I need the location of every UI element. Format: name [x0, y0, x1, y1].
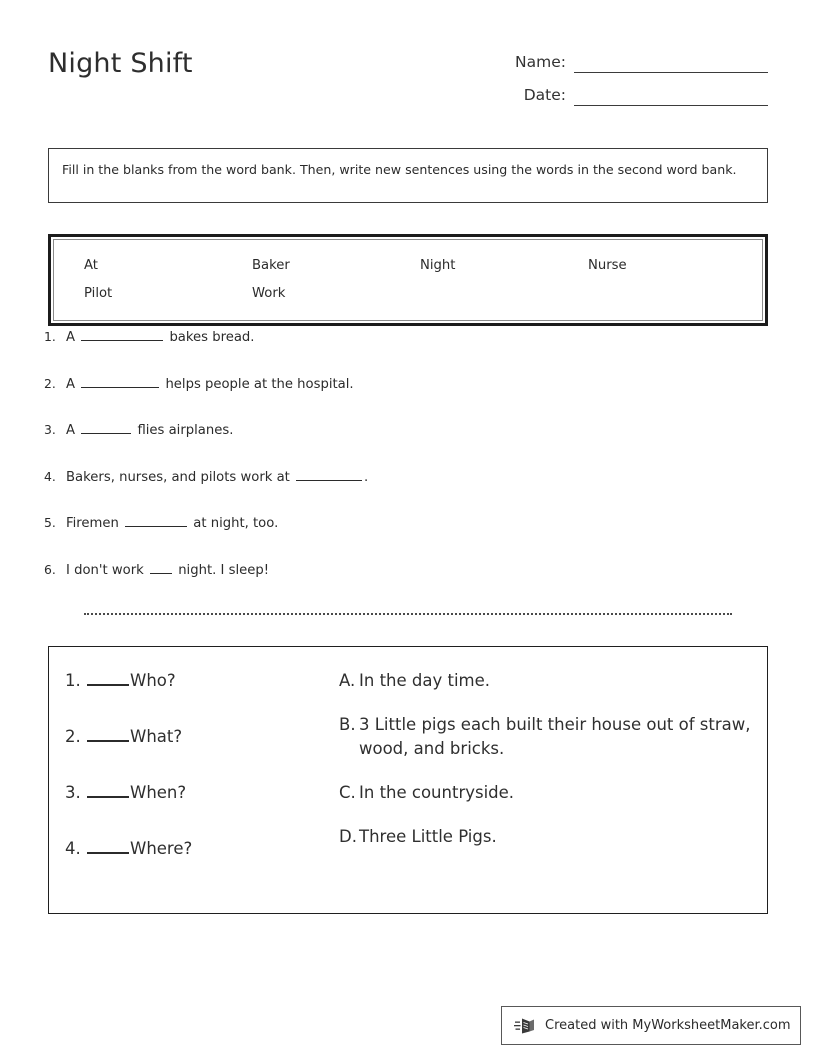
matching-answer-letter: D.: [339, 826, 357, 846]
matching-answer-text: In the countryside.: [359, 782, 515, 802]
question-text-after: night. I sleep!: [178, 562, 269, 578]
instructions-text: Fill in the blanks from the word bank. Then, write new sentences using the words in the second word bank.: [62, 162, 737, 177]
matching-answer: [339, 669, 751, 693]
matching-question-number: 3.: [65, 783, 81, 802]
question-body: [66, 561, 269, 578]
word-bank-word: Pilot: [84, 285, 113, 301]
matching-answer-text: 3 Little pigs each built their house out of straw, wood, and bricks.: [359, 714, 751, 758]
answer-blank[interactable]: [81, 328, 163, 341]
matching-question: [65, 781, 345, 837]
matching-question: [65, 669, 345, 725]
fill-in-question: [44, 561, 774, 608]
worksheet-maker-logo-icon: [514, 1014, 538, 1038]
question-body: [66, 328, 255, 345]
question-text-before: A: [66, 330, 76, 345]
question-body: [66, 468, 368, 485]
name-label: Name:: [515, 53, 566, 71]
footer-attribution-text: Created with MyWorksheetMaker.com: [545, 1018, 791, 1033]
dotted-separator: [84, 611, 732, 615]
matching-answer-letter: B.: [339, 714, 356, 734]
word-bank-word: Night: [420, 257, 456, 273]
matching-answer: [339, 825, 751, 849]
fill-in-questions-list: [44, 328, 774, 607]
question-text-after: flies airplanes.: [137, 423, 234, 438]
matching-answer-blank[interactable]: [87, 725, 129, 742]
date-input-line[interactable]: [574, 83, 768, 106]
answer-blank[interactable]: [296, 468, 362, 481]
matching-question: [65, 837, 345, 893]
answer-blank[interactable]: [81, 421, 131, 434]
matching-answer: [339, 781, 751, 805]
page-title: Night Shift: [48, 48, 193, 79]
matching-answer-blank[interactable]: [87, 837, 129, 854]
matching-answer-letter: A.: [339, 671, 356, 690]
matching-inner: [49, 647, 767, 913]
answer-blank[interactable]: [125, 514, 187, 527]
student-meta-fields: [458, 40, 768, 106]
word-bank-row: [54, 251, 762, 279]
word-bank-word: Work: [252, 285, 286, 301]
matching-question-label: Where?: [130, 839, 193, 858]
matching-questions-column: [65, 669, 345, 893]
question-text-after: at night, too.: [193, 516, 279, 531]
matching-question-label: Who?: [130, 671, 176, 690]
question-number: 6.: [44, 561, 56, 577]
question-body: [66, 375, 354, 392]
matching-question: [65, 725, 345, 781]
word-bank-inner: [53, 239, 763, 321]
answer-blank[interactable]: [150, 561, 172, 574]
question-body: [66, 421, 233, 438]
question-text-before: I don't work: [66, 562, 144, 578]
matching-question-number: 4.: [65, 839, 81, 858]
matching-question-number: 2.: [65, 727, 81, 746]
matching-exercise-box: [48, 646, 768, 914]
matching-answer-blank[interactable]: [87, 669, 129, 686]
fill-in-question: [44, 514, 774, 561]
question-text-before: Bakers, nurses, and pilots work at: [66, 469, 290, 485]
matching-answers-column: [339, 669, 751, 869]
matching-answer-text: Three Little Pigs.: [359, 826, 497, 846]
matching-answer-letter: C.: [339, 782, 356, 802]
question-number: 4.: [44, 468, 56, 484]
word-bank-box: [48, 234, 768, 326]
fill-in-question: [44, 468, 774, 515]
matching-question-label: When?: [130, 783, 187, 802]
question-text-before: A: [66, 423, 76, 438]
matching-answer-blank[interactable]: [87, 781, 129, 798]
question-text-after: .: [364, 469, 369, 485]
fill-in-question: [44, 328, 774, 375]
word-bank-word: Baker: [252, 257, 290, 273]
question-text-before: A: [66, 376, 76, 392]
fill-in-question: [44, 375, 774, 422]
question-text-after: bakes bread.: [169, 330, 255, 345]
name-row: [458, 40, 768, 73]
matching-question-number: 1.: [65, 671, 81, 690]
word-bank-row: [54, 279, 762, 307]
question-number: 2.: [44, 375, 56, 391]
question-text-before: Firemen: [66, 516, 119, 531]
worksheet-header: [48, 40, 768, 130]
matching-answer: [339, 713, 751, 761]
fill-in-question: [44, 421, 774, 468]
question-body: [66, 514, 278, 531]
date-row: [458, 73, 768, 106]
matching-answer-text: In the day time.: [359, 671, 491, 690]
word-bank-word: Nurse: [588, 257, 627, 273]
instructions-box: [48, 148, 768, 203]
word-bank-word: At: [84, 257, 98, 273]
name-input-line[interactable]: [574, 50, 768, 73]
date-label: Date:: [523, 86, 566, 104]
question-number: 1.: [44, 329, 56, 344]
question-number: 3.: [44, 422, 56, 437]
question-text-after: helps people at the hospital.: [165, 376, 354, 392]
matching-question-label: What?: [130, 727, 183, 746]
answer-blank[interactable]: [81, 375, 159, 388]
footer-attribution-badge[interactable]: [501, 1006, 801, 1045]
question-number: 5.: [44, 515, 56, 530]
